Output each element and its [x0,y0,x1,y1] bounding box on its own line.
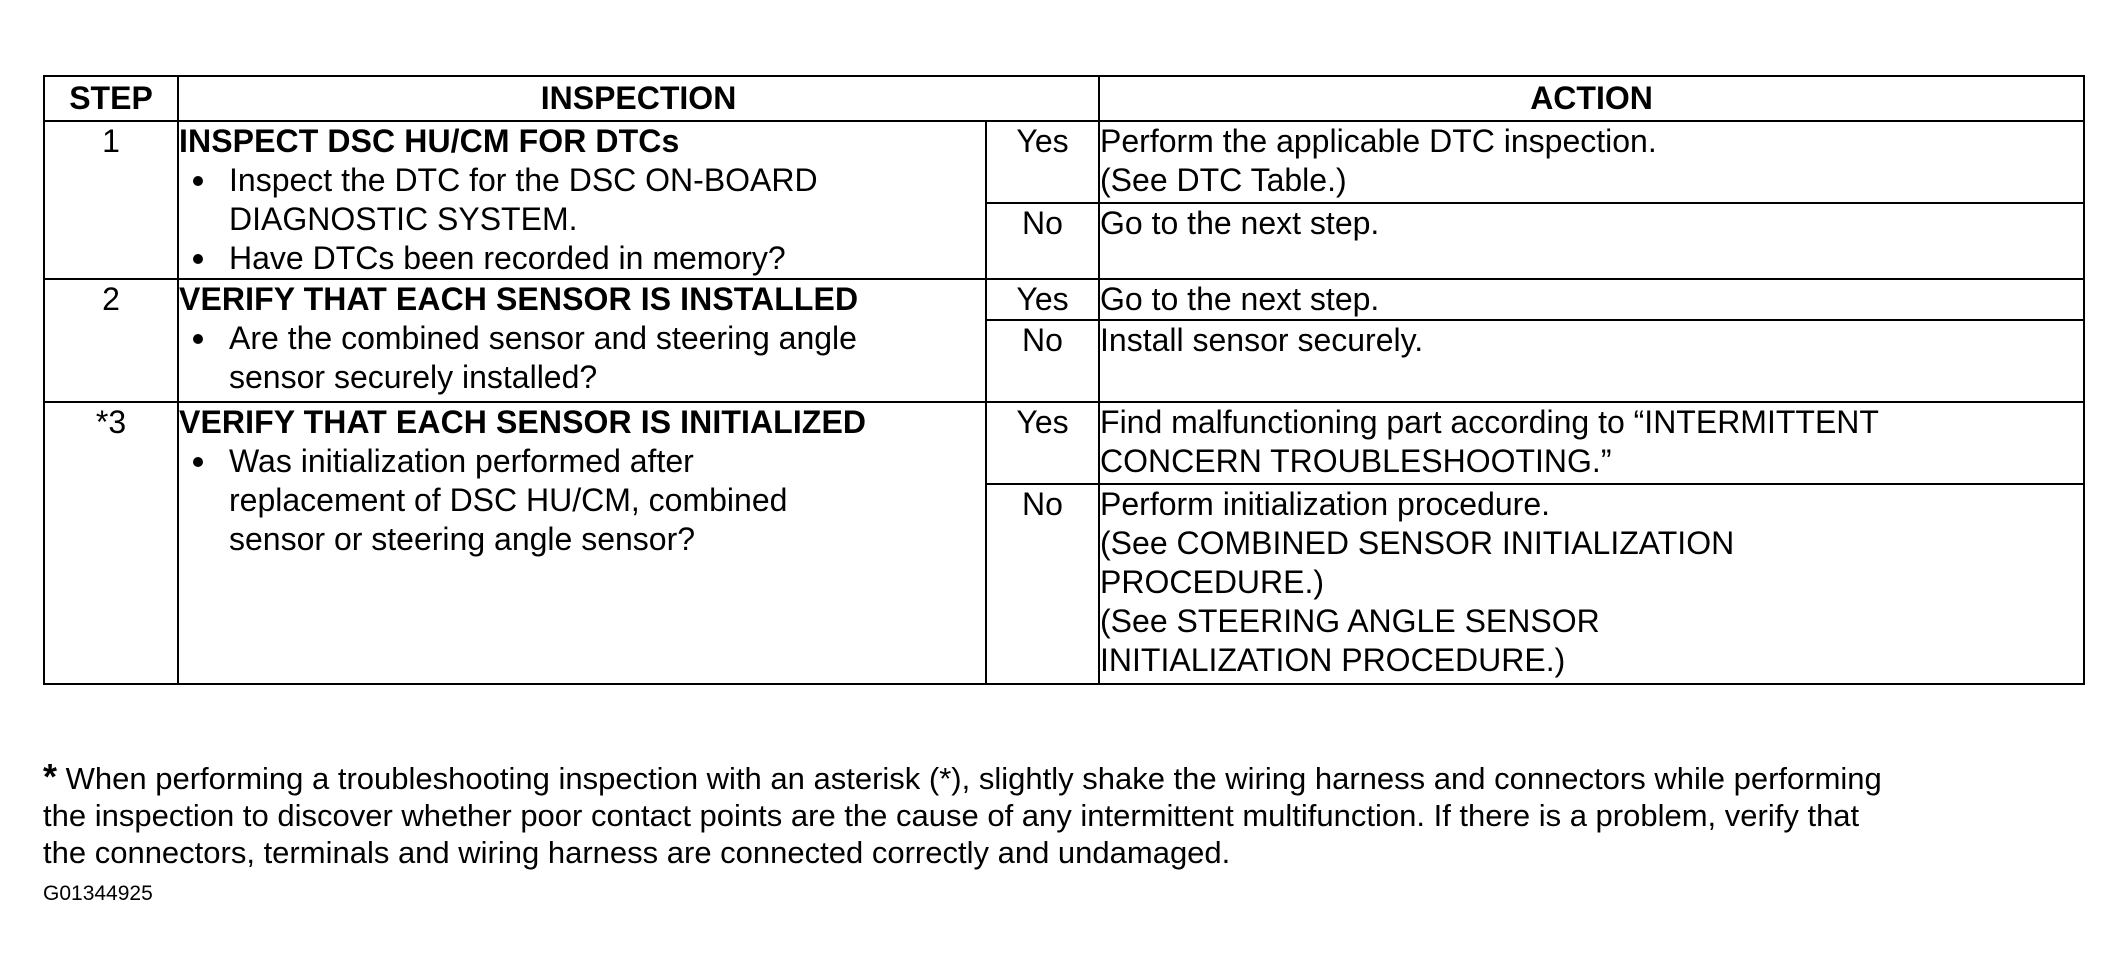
figure-code: G01344925 [43,882,153,905]
yes-action [1099,402,2084,484]
header-step: STEP [44,76,178,121]
action-line: (See COMBINED SENSOR INITIALIZATION [1100,525,1735,561]
bullet-line: DIAGNOSTIC SYSTEM. [229,201,578,237]
yes-label: Yes [986,279,1099,320]
action-line: Perform the applicable DTC inspection. [1100,123,1657,159]
no-label: No [986,484,1099,684]
inspection-title: VERIFY THAT EACH SENSOR IS INITIALIZED [179,404,867,440]
footnote [43,758,2103,871]
yes-action [1099,279,2084,320]
bullet-item [179,319,985,397]
table-row [44,402,2084,484]
table-row [44,279,2084,320]
inspection-cell [178,402,986,684]
header-action: ACTION [1099,76,2084,121]
bullet-item [179,442,985,559]
step-number: 1 [44,121,178,279]
asterisk-mark: * [43,756,58,797]
bullet-line: Are the combined sensor and steering angle [229,320,857,356]
footnote-line: the connectors, terminals and wiring harness are connected correctly and undamaged. [43,835,1231,870]
inspection-title: VERIFY THAT EACH SENSOR IS INSTALLED [179,281,859,317]
action-line: Perform initialization procedure. [1100,486,1550,522]
table-row [44,121,2084,203]
bullet-item [179,161,985,239]
no-label: No [986,203,1099,279]
inspection-cell [178,279,986,402]
action-line: (See DTC Table.) [1100,162,1347,198]
inspection-title: INSPECT DSC HU/CM FOR DTCs [179,123,680,159]
bullet-line: replacement of DSC HU/CM, combined [229,482,788,518]
footnote-text: When performing a troubleshooting inspection with an asterisk (*), slightly shake the wiring harness and connectors while performing [57,761,1882,796]
bullet-line: Have DTCs been recorded in memory? [229,240,786,276]
no-action [1099,484,2084,684]
action-line: PROCEDURE.) [1100,564,1325,600]
no-action [1099,203,2084,279]
action-line: CONCERN TROUBLESHOOTING.” [1100,443,1612,479]
yes-label: Yes [986,121,1099,203]
action-line: Go to the next step. [1100,205,1380,241]
action-line: Go to the next step. [1100,281,1380,317]
footnote-line [43,758,2103,797]
bullet-line: sensor securely installed? [229,359,598,395]
bullet-item [179,239,985,278]
action-line: (See STEERING ANGLE SENSOR [1100,603,1600,639]
no-label: No [986,320,1099,402]
header-row [44,76,2084,121]
troubleshooting-table [43,75,2085,685]
bullet-line: sensor or steering angle sensor? [229,521,696,557]
yes-action [1099,121,2084,203]
action-line: INITIALIZATION PROCEDURE.) [1100,642,1566,678]
bullet-line: Inspect the DTC for the DSC ON-BOARD [229,162,818,198]
step-number: 2 [44,279,178,402]
step-number: *3 [44,402,178,684]
inspection-cell [178,121,986,279]
no-action [1099,320,2084,402]
action-line: Find malfunctioning part according to “INTERMITTENT [1100,404,1879,440]
inspection-bullets [179,161,985,278]
inspection-bullets [179,442,985,559]
bullet-line: Was initialization performed after [229,443,694,479]
footnote-line: the inspection to discover whether poor contact points are the cause of any intermittent multifunction. If there is a problem, verify that [43,798,1860,833]
action-line: Install sensor securely. [1100,322,1424,358]
header-inspection: INSPECTION [178,76,1099,121]
yes-label: Yes [986,402,1099,484]
inspection-bullets [179,319,985,397]
